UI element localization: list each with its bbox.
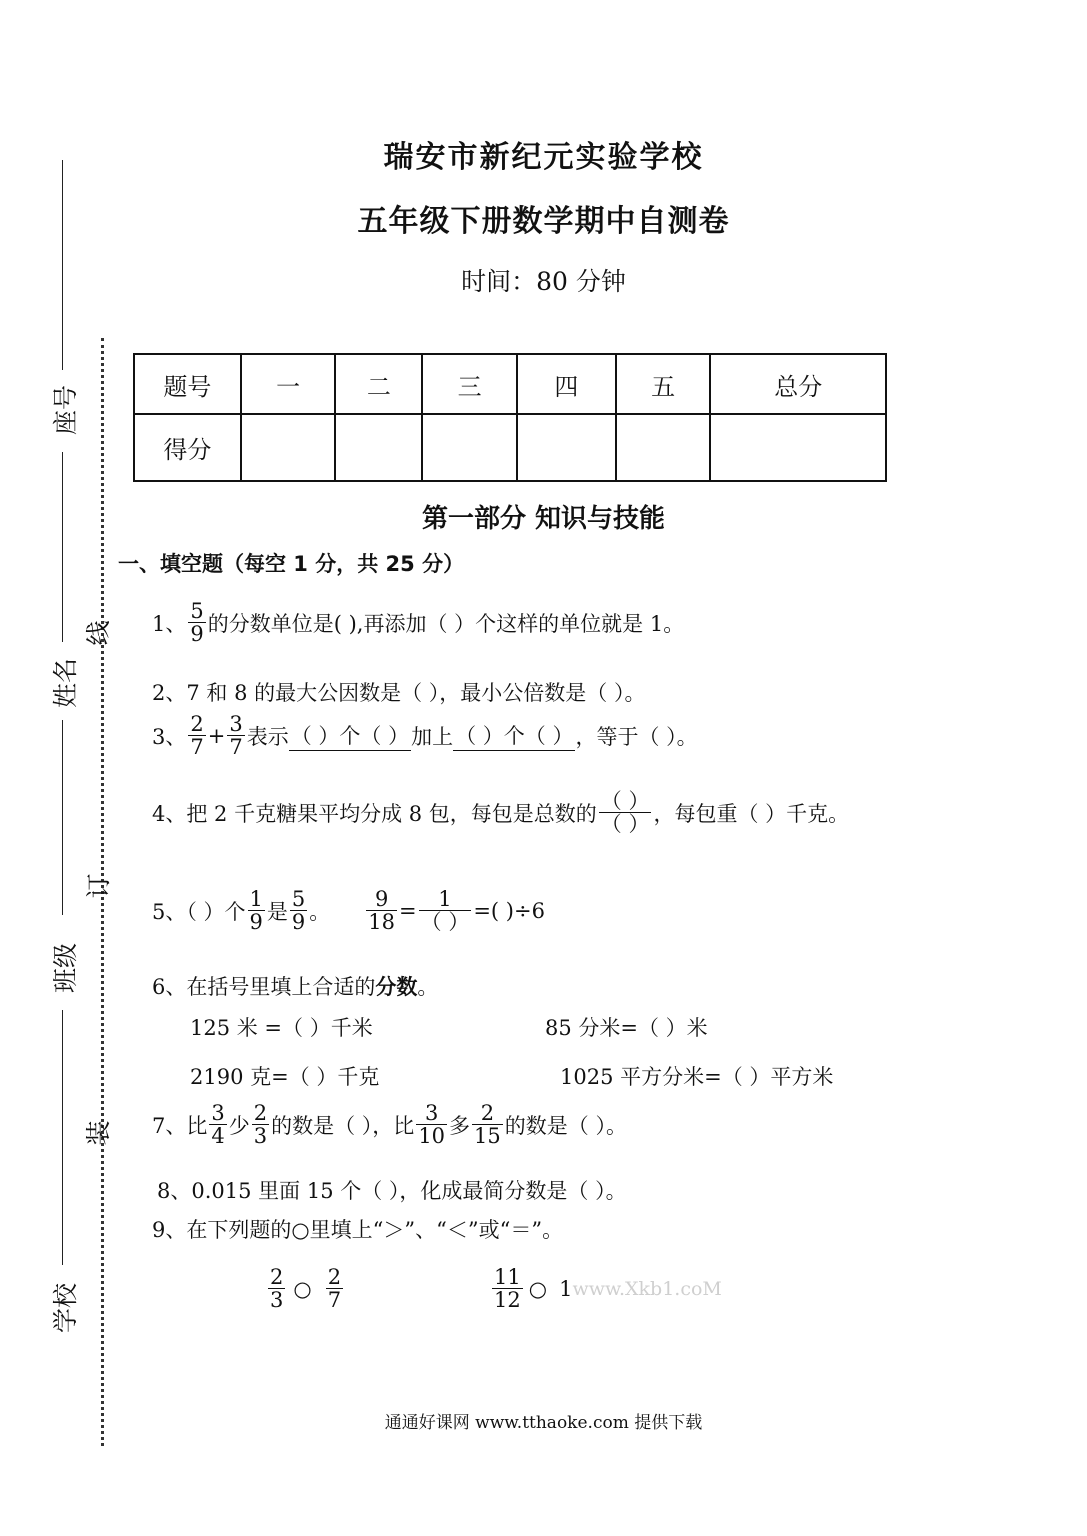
- table-header-cell: 四: [517, 354, 616, 414]
- binding-char-staple: 订: [84, 873, 113, 899]
- blank-fraction[interactable]: $\frac{( )}{( )}$: [600, 789, 650, 837]
- question-2: 2、7 和 8 的最大公因数是（ ），最小公倍数是（ ）。: [152, 681, 646, 705]
- question-6-item: 85 分米=（ ）米: [545, 1016, 708, 1040]
- name-label: 姓名: [51, 658, 80, 709]
- question-5: 5、（ ）个 $\frac{1}{9}$ 是 $\frac{5}{9}$ 。 $\frac{9}{18}$ = $\frac{1}{( )}$ =( )÷6: [152, 887, 545, 935]
- exam-title: 五年级下册数学期中自测卷: [357, 204, 730, 239]
- score-cell[interactable]: [710, 414, 886, 481]
- margin-line: [62, 160, 63, 370]
- school-label: 学校: [51, 1283, 80, 1334]
- score-row-label: 得分: [134, 414, 241, 481]
- fraction: $\frac{2}{3}$: [253, 1101, 268, 1149]
- table-header-cell: 五: [616, 354, 711, 414]
- margin-line: [62, 720, 63, 915]
- fraction: $\frac{2}{7}$: [327, 1265, 342, 1313]
- section-heading: 一、填空题（每空 1 分，共 25 分）: [118, 552, 465, 576]
- compare-item: [266, 1266, 345, 1311]
- question-8: 8、0.015 里面 15 个（ ），化成最简分数是（ ）。: [157, 1179, 627, 1203]
- margin-line: [62, 1010, 63, 1265]
- question-6-item: 2190 克=（ ）千克: [190, 1065, 380, 1089]
- question-1: [152, 600, 684, 645]
- binding-char-bind: 装: [84, 1120, 113, 1146]
- score-table: [133, 353, 887, 482]
- question-6-item: 125 米 =（ ）千米: [190, 1016, 373, 1040]
- answer-blank[interactable]: （ ）个（ ）: [453, 720, 575, 751]
- fraction: $\frac{2}{15}$: [474, 1101, 501, 1149]
- question-7: 7、比 $\frac{3}{4}$ 少 $\frac{2}{3}$ 的数是（ ），比 $\frac{3}{10}$ 多 $\frac{2}{15}$ 的数是（ ）。: [152, 1101, 627, 1149]
- question-9: 9、在下列题的○里填上“＞”、“＜”或“＝”。: [152, 1218, 564, 1242]
- table-header-cell: 题号: [134, 354, 241, 414]
- seat-number-label: 座号: [51, 385, 80, 436]
- fraction: $\frac{9}{18}$: [368, 887, 396, 935]
- compare-circle[interactable]: ○: [293, 1276, 312, 1301]
- question-3: 3、 $\frac{2}{7}$ + $\frac{3}{7}$ 表示 （ ）个（ ） 加上 （ ）个（ ） ，等于（ ）。: [152, 712, 698, 760]
- compare-circle[interactable]: ○: [528, 1276, 548, 1301]
- question-6: 6、在括号里填上合适的 分数 。: [152, 974, 439, 999]
- score-cell[interactable]: [517, 414, 616, 481]
- fraction: $\frac{3}{4}$: [211, 1101, 225, 1149]
- question-6-item: 1025 平方分米=（ ）平方米: [560, 1065, 834, 1089]
- margin-line: [62, 452, 63, 642]
- watermark: www.Xkb1.coM: [572, 1277, 722, 1300]
- fraction: $\frac{1}{9}$: [249, 887, 263, 935]
- exam-time: 时间：80 分钟: [461, 267, 626, 296]
- fraction: $\frac{11}{12}$: [494, 1265, 521, 1313]
- score-cell[interactable]: [241, 414, 336, 481]
- fraction: $\frac{2}{7}$: [190, 712, 204, 760]
- compare-item: $\frac{11}{12}$ ○ 1 www.Xkb1.coM: [494, 1265, 722, 1313]
- question-4: 4、把 2 千克糖果平均分成 8 包，每包是总数的 $\frac{( )}{( )}$ ，每包重（ ）千克。: [152, 789, 850, 837]
- table-header-cell: 总分: [710, 354, 886, 414]
- class-label: 班级: [51, 943, 80, 994]
- footer: 通通好课网 www.tthaoke.com 提供下载: [384, 1413, 703, 1433]
- question-number: 1、: [152, 611, 187, 636]
- answer-blank[interactable]: （ ）个（ ）: [289, 720, 411, 751]
- fraction: $\frac{3}{7}$: [229, 712, 243, 760]
- school-name: 瑞安市新纪元实验学校: [383, 140, 704, 175]
- blank-fraction[interactable]: $\frac{1}{( )}$: [420, 887, 470, 935]
- table-header-cell: 一: [241, 354, 336, 414]
- question-text: 的分数单位是( ),再添加（ ）个这样的单位就是 1。: [207, 611, 685, 636]
- part-heading: 第一部分 知识与技能: [421, 504, 666, 534]
- fraction: $\frac{2}{3}$: [270, 1265, 284, 1313]
- fraction: $\frac{5}{9}$: [291, 887, 306, 935]
- score-cell[interactable]: [616, 414, 711, 481]
- fraction: $\frac{3}{10}$: [418, 1101, 446, 1149]
- table-header-cell: 二: [335, 354, 422, 414]
- binding-char-line: 线: [84, 620, 113, 646]
- fraction: $\frac{5}{9}$: [190, 599, 204, 647]
- score-cell[interactable]: [335, 414, 422, 481]
- score-cell[interactable]: [422, 414, 517, 481]
- table-header-cell: 三: [422, 354, 517, 414]
